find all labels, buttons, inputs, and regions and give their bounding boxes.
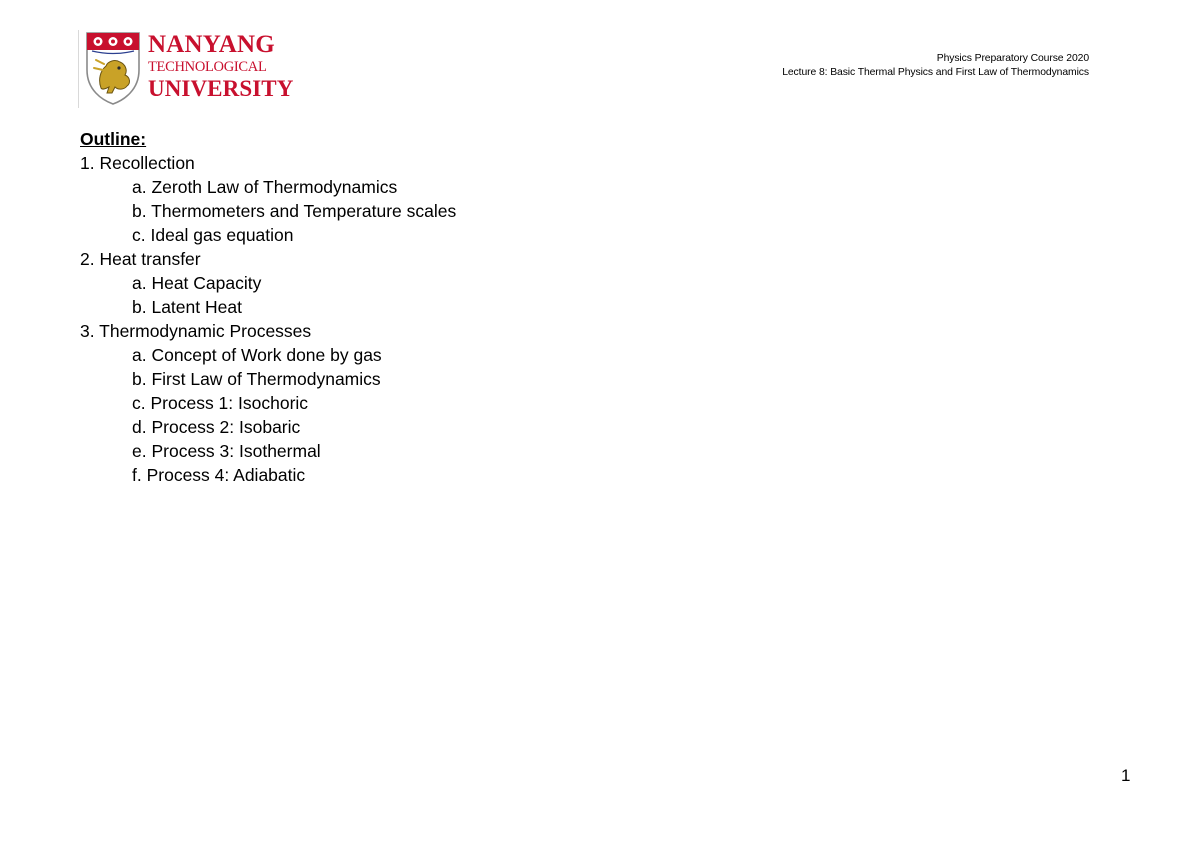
- outline-subitem: a. Concept of Work done by gas: [132, 345, 382, 365]
- outline-subitem: a. Heat Capacity: [132, 273, 262, 293]
- outline-subitem: b. First Law of Thermodynamics: [132, 369, 381, 389]
- outline-subitem: a. Zeroth Law of Thermodynamics: [132, 177, 398, 197]
- outline-heading: Outline:: [80, 129, 147, 149]
- outline-subitem: b. Thermometers and Temperature scales: [132, 201, 457, 221]
- section-title: 2. Heat transfer: [80, 249, 201, 269]
- page-number: 1: [1121, 766, 1131, 785]
- section-title: 1. Recollection: [80, 153, 195, 173]
- outline-subitem: b. Latent Heat: [132, 297, 242, 317]
- outline-subitem: c. Ideal gas equation: [132, 225, 294, 245]
- crest-icon: [84, 30, 142, 106]
- outline-subitem: d. Process 2: Isobaric: [132, 417, 301, 437]
- university-logo: [78, 28, 294, 110]
- page-header: [782, 52, 1089, 80]
- course-title: Physics Preparatory Course 2020: [936, 53, 1089, 64]
- outline: [80, 127, 456, 487]
- university-wordmark: [148, 32, 293, 100]
- logo-line-1: NANYANG: [148, 31, 275, 58]
- logo-line-3: UNIVERSITY: [148, 75, 294, 101]
- outline-subitem: c. Process 1: Isochoric: [132, 393, 309, 413]
- lecture-title: Lecture 8: Basic Thermal Physics and First Law of Thermodynamics: [782, 67, 1089, 78]
- section-title: 3. Thermodynamic Processes: [80, 321, 312, 341]
- logo-line-2: TECHNOLOGICAL: [148, 59, 267, 75]
- outline-subitem: e. Process 3: Isothermal: [132, 441, 321, 461]
- outline-subitem: f. Process 4: Adiabatic: [132, 465, 306, 485]
